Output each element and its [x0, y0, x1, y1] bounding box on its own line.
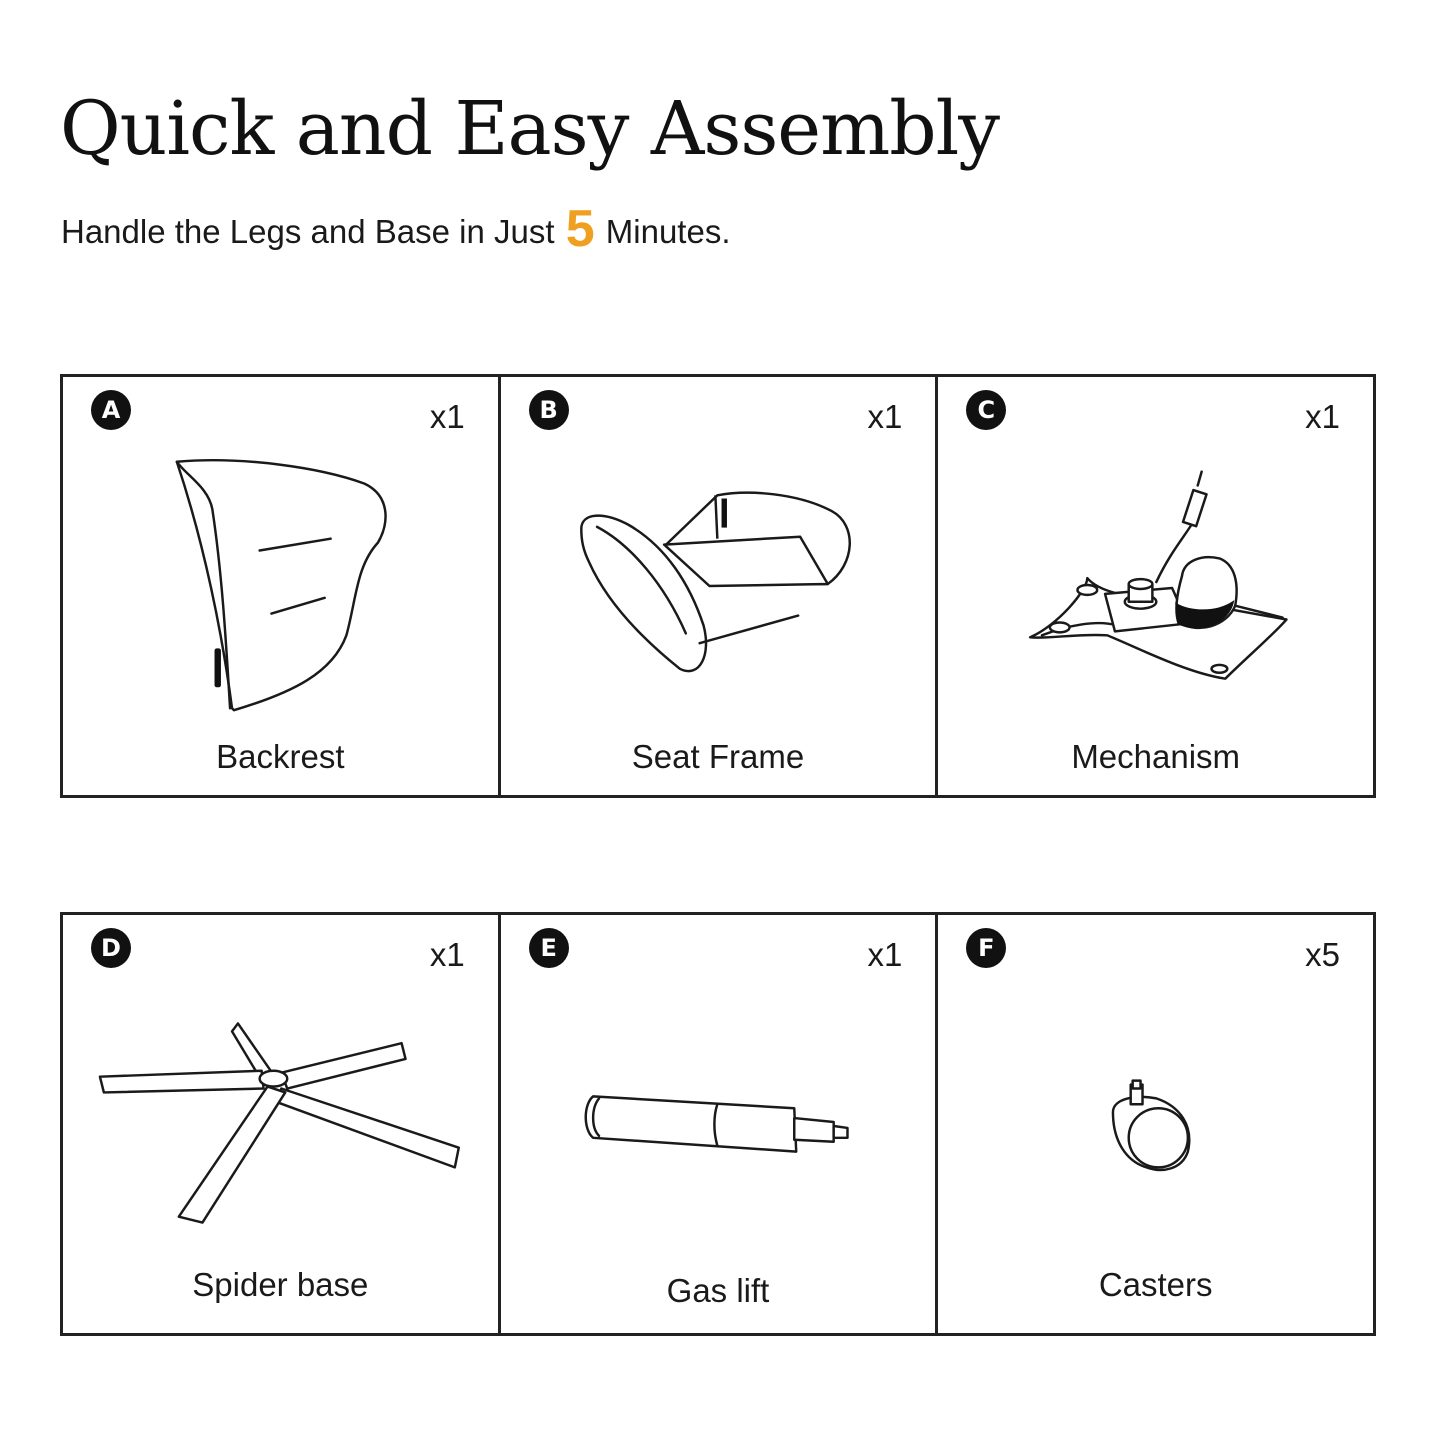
part-letter-badge: F — [966, 928, 1006, 968]
part-letter-badge: B — [529, 390, 569, 430]
subtitle-text-before: Handle the Legs and Base in Just — [61, 213, 555, 250]
page-subtitle — [61, 198, 731, 260]
parts-grid-row-1 — [60, 374, 1376, 798]
mechanism-icon — [938, 377, 1373, 795]
subtitle-highlight-number: 5 — [565, 200, 595, 258]
part-label: Casters — [1098, 1266, 1213, 1303]
part-card-spider-base — [63, 915, 498, 1333]
part-label: Gas lift — [666, 1272, 770, 1309]
part-quantity: x1 — [429, 398, 465, 435]
part-card-backrest — [63, 377, 498, 795]
backrest-icon — [63, 377, 498, 795]
part-quantity: x1 — [867, 936, 903, 973]
part-quantity: x5 — [1305, 936, 1341, 973]
part-card-mechanism — [935, 377, 1373, 795]
subtitle-text-after: Minutes. — [605, 213, 731, 250]
part-letter-badge: D — [91, 928, 131, 968]
part-card-seat-frame — [498, 377, 936, 795]
part-letter-badge: C — [966, 390, 1006, 430]
part-label: Spider base — [192, 1266, 369, 1303]
part-label: Backrest — [216, 738, 345, 775]
part-card-casters — [935, 915, 1373, 1333]
part-card-gas-lift — [498, 915, 936, 1333]
part-label: Mechanism — [1071, 738, 1241, 775]
parts-grid-row-2 — [60, 912, 1376, 1336]
part-quantity: x1 — [867, 398, 903, 435]
part-letter-badge: E — [529, 928, 569, 968]
seat-frame-icon — [501, 377, 936, 795]
part-letter-badge: A — [91, 390, 131, 430]
part-label: Seat Frame — [631, 738, 805, 775]
part-quantity: x1 — [429, 936, 465, 973]
page-title: Quick and Easy Assembly — [60, 86, 1000, 172]
part-quantity: x1 — [1305, 398, 1341, 435]
